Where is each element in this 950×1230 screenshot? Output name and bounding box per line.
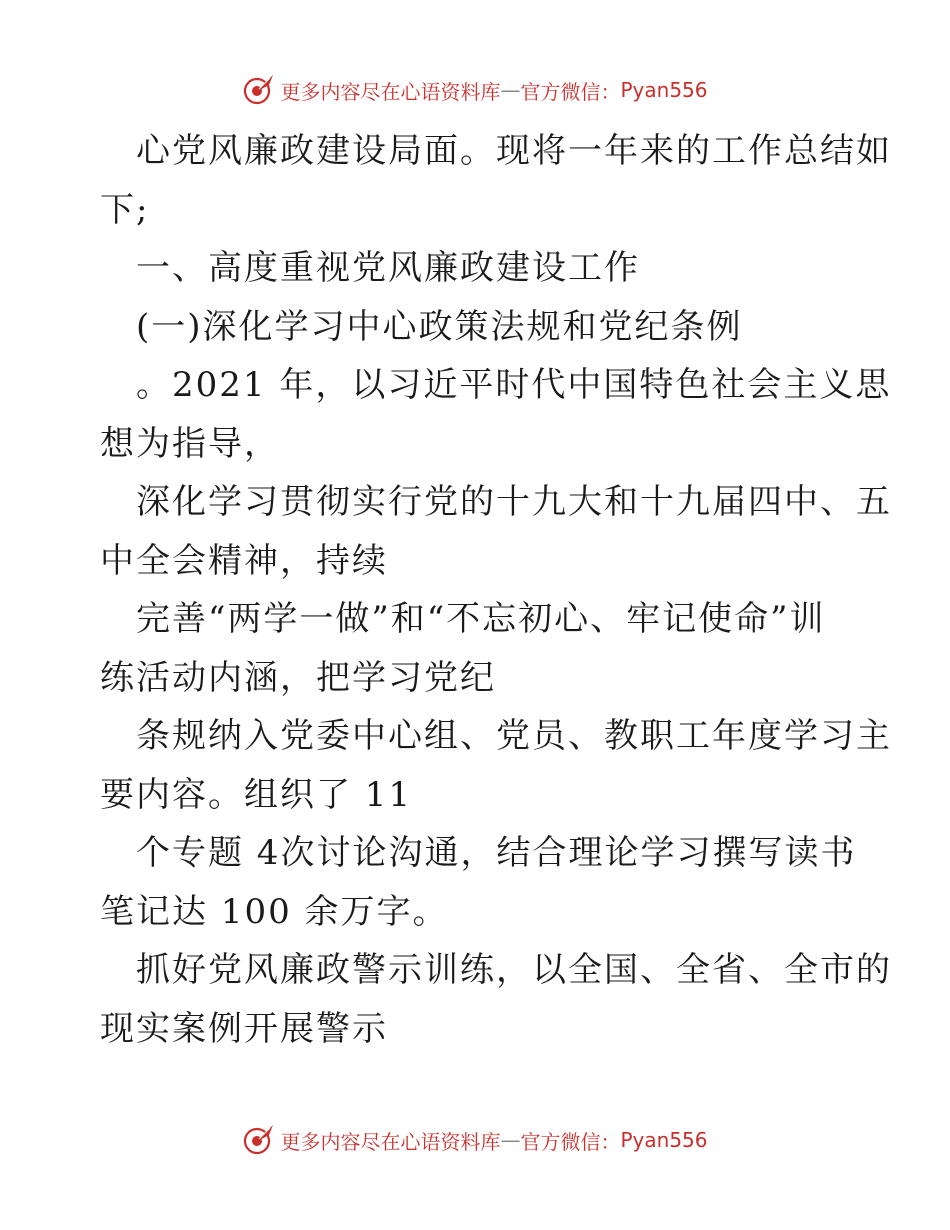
paragraph-line: 要内容。组织了 11 xyxy=(100,774,413,815)
paragraph-line: 中全会精神，持续 xyxy=(100,540,388,581)
paragraph-line: 完善“两学一做”和“不忘初心、牢记使命”训 xyxy=(136,599,826,639)
paragraph-line: 抓好党风廉政警示训练，以全国、全省、全市的 xyxy=(136,950,892,990)
footer-watermark xyxy=(0,1120,950,1160)
watermark-contact-id: Pyan556 xyxy=(620,78,708,102)
watermark-separator: — xyxy=(500,1128,521,1152)
paragraph-line: 个专题 4次讨论沟通，结合理论学习撰写读书 xyxy=(136,833,857,873)
subsection-heading: (一)深化学习中心政策法规和党纪条例 xyxy=(136,306,743,347)
paragraph-line: 下; xyxy=(100,189,150,230)
watermark-brand: 更多内容尽在心语资料库 xyxy=(280,79,501,104)
paragraph-line: 条规纳入党委中心组、党员、教职工年度学习主 xyxy=(136,716,892,756)
watermark-contact-label: 官方微信： xyxy=(520,1129,621,1154)
paragraph-line: 深化学习贯彻实行党的十九大和十九届四中、五 xyxy=(136,482,892,522)
header-watermark xyxy=(0,70,950,110)
watermark-contact-label: 官方微信： xyxy=(520,79,621,104)
document-body xyxy=(100,122,892,1058)
section-heading: 一、高度重视党风廉政建设工作 xyxy=(136,248,640,288)
paragraph-line: 心党风廉政建设局面。现将一年来的工作总结如 xyxy=(136,131,892,171)
watermark-separator: — xyxy=(500,78,521,102)
paragraph-line: 。2021 年，以习近平时代中国特色社会主义思 xyxy=(136,365,892,405)
watermark-contact-id: Pyan556 xyxy=(620,1128,708,1152)
paragraph-line: 现实案例开展警示 xyxy=(100,1008,388,1049)
watermark-brand: 更多内容尽在心语资料库 xyxy=(280,1129,501,1154)
paragraph-line: 练活动内涵，把学习党纪 xyxy=(100,657,496,698)
paragraph-line: 笔记达 100 余万字。 xyxy=(100,891,449,932)
quill-pen-circle-icon xyxy=(242,73,276,107)
paragraph-line: 想为指导， xyxy=(100,423,280,464)
quill-pen-circle-icon xyxy=(242,1123,276,1157)
